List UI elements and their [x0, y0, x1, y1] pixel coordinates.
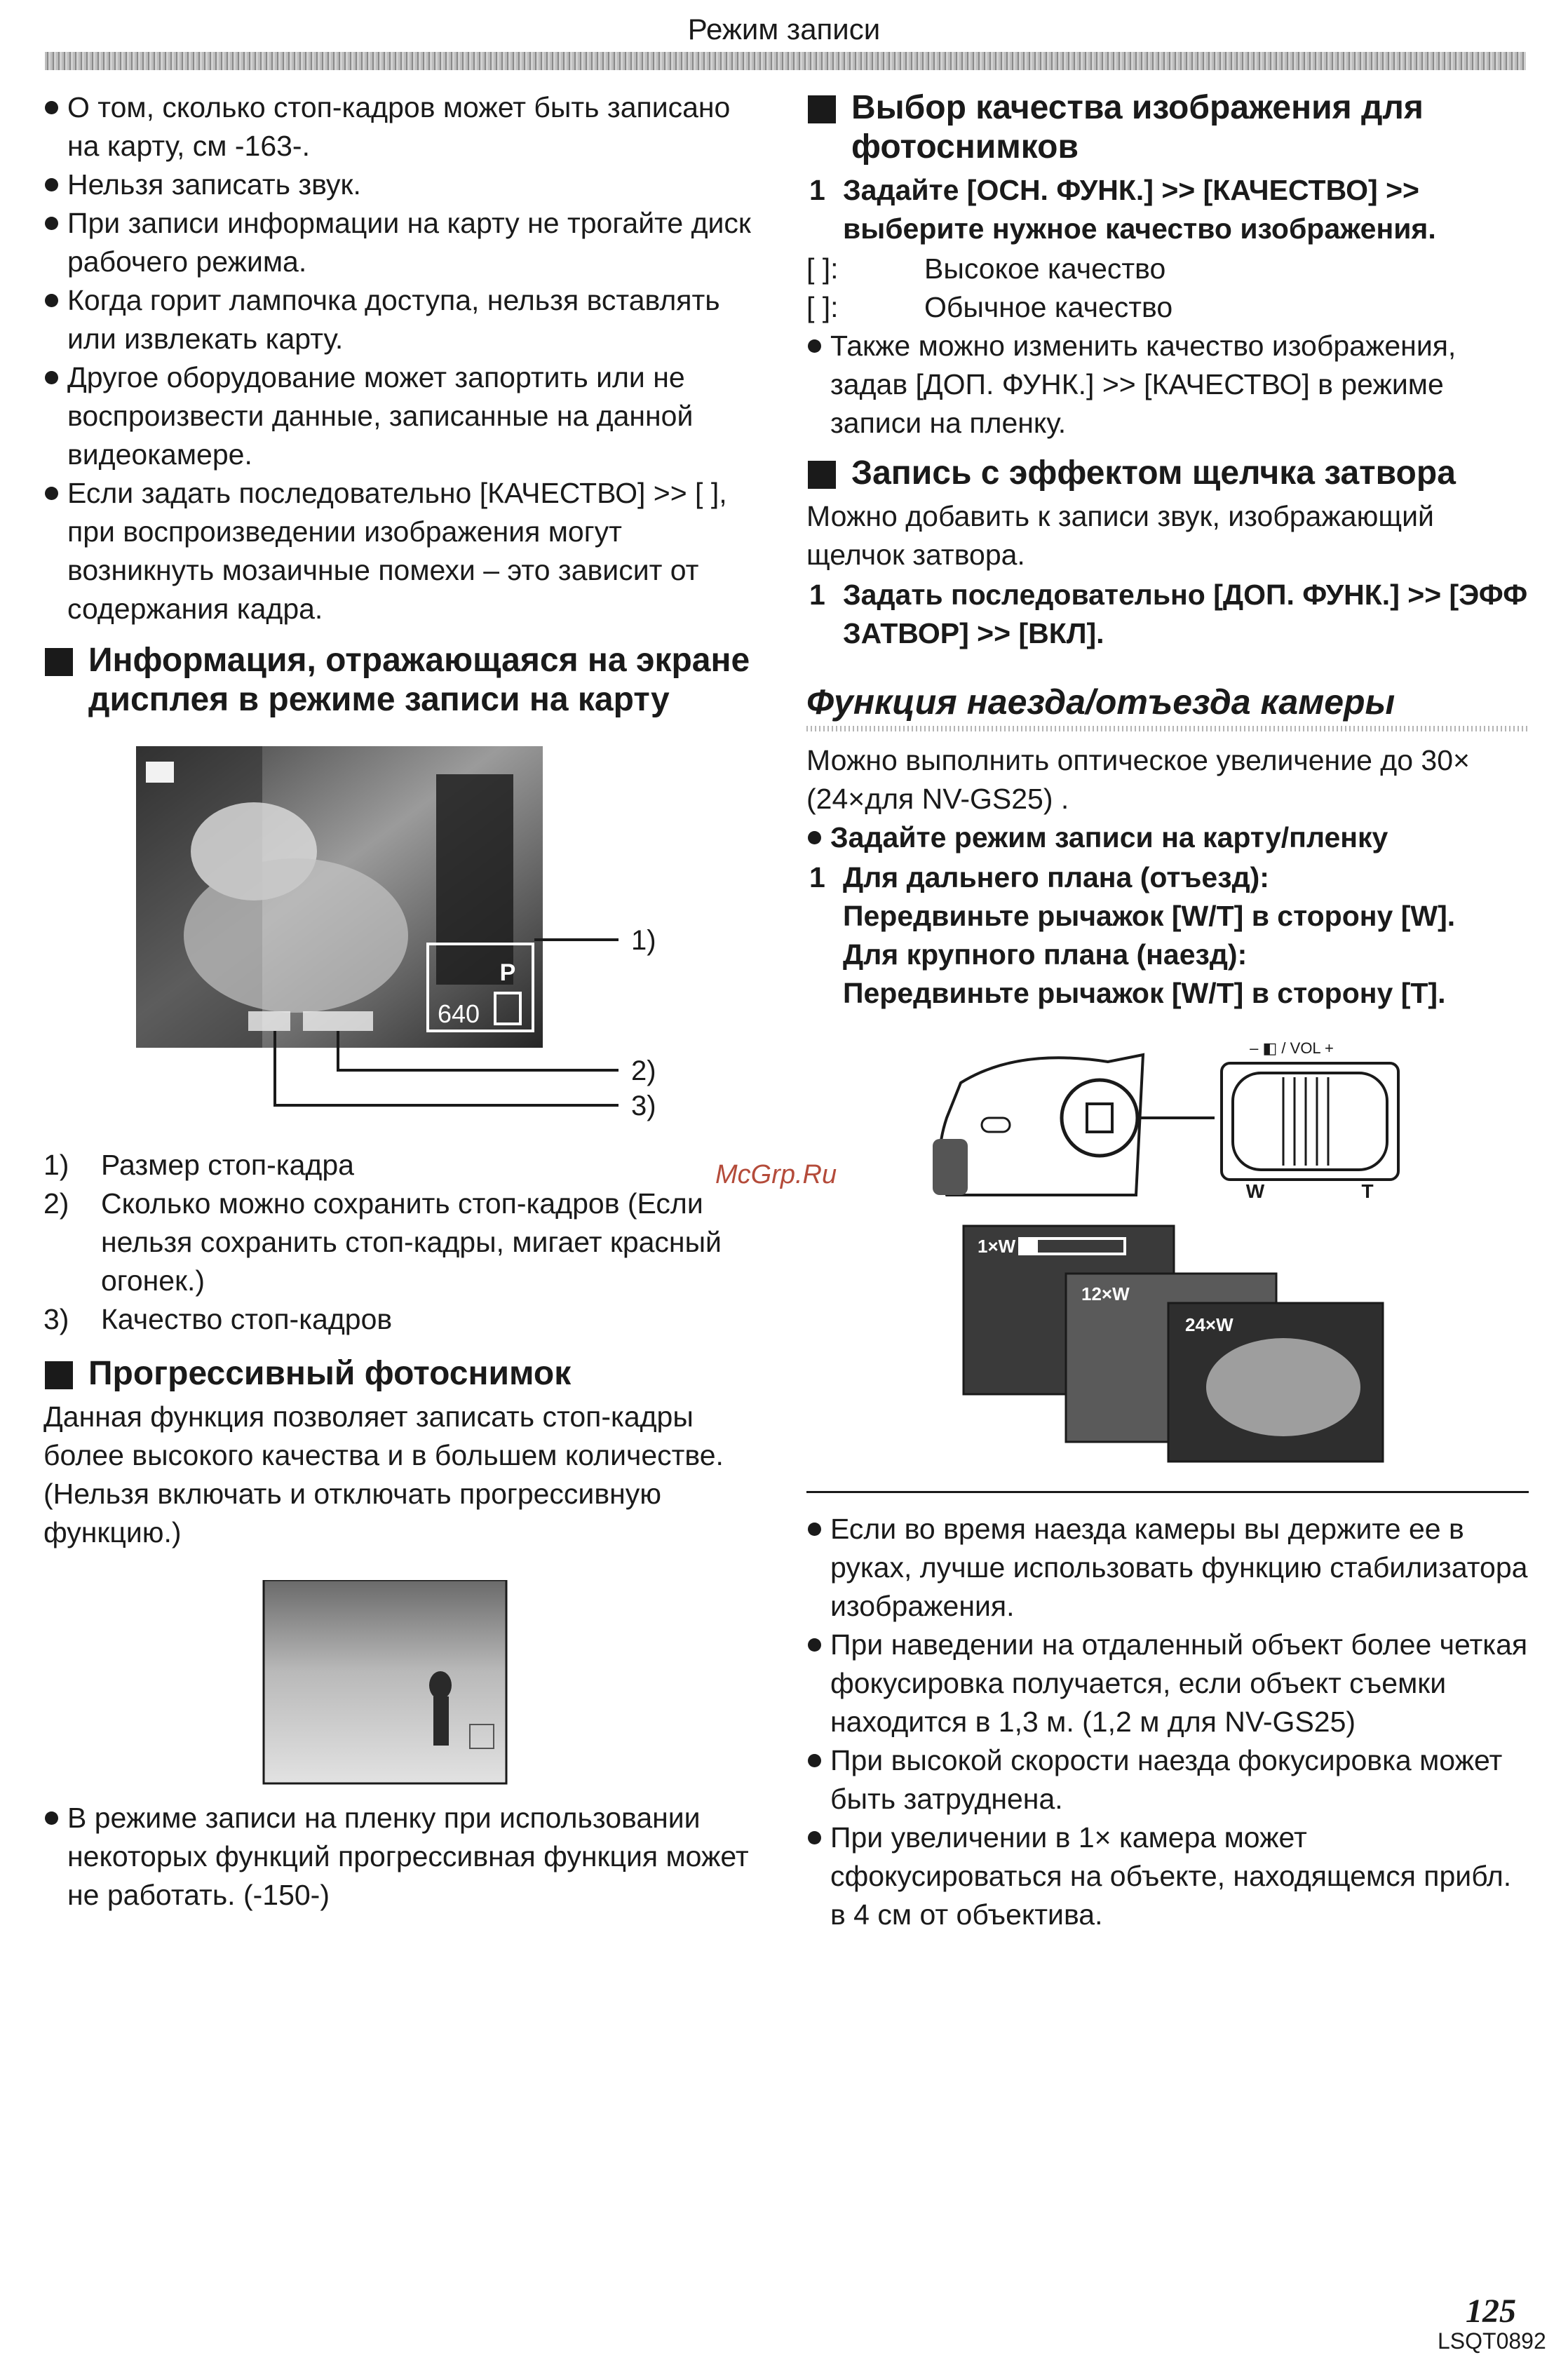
watermark: McGrp.Ru [715, 1160, 837, 1189]
section-heading-quality: Выбор качества изображения для фотоснимков [806, 88, 1529, 167]
title-rule [806, 726, 1529, 731]
lever-w: W [1245, 1180, 1265, 1202]
section-heading-display-info: Информация, отражающаяся на экране дисплея в режиме записи на карту [43, 641, 759, 720]
child-figure [429, 1671, 452, 1699]
list-item: Когда горит лампочка доступа, нельзя вставлять или извлекать карту. [43, 281, 759, 358]
progressive-photo [43, 1580, 717, 1790]
quality-option-high: [ ]: Высокое качество [806, 252, 1166, 285]
svg-text:24×W: 24×W [1185, 1314, 1234, 1335]
lever-t: T [1361, 1180, 1374, 1202]
divider [806, 1491, 1529, 1493]
lever-box [1222, 1063, 1398, 1180]
svg-text:12×W: 12×W [1081, 1283, 1130, 1304]
section-heading-shutter: Запись с эффектом щелчка затвора [806, 454, 1529, 493]
progressive-text: Данная функция позволяет записать стоп-кадры более высокого качества и в большем количестве. (Нельзя включать и отключать прогрессивную функцию.) [43, 1401, 724, 1548]
list-item: В режиме записи на пленку при использовании некоторых функций прогрессивная функция может не работать. (-150-) [43, 1799, 759, 1915]
square-marker-icon [45, 1361, 73, 1389]
quality-option-normal: [ ]: Обычное качество [806, 291, 1173, 323]
osd-remaining [303, 1011, 373, 1031]
progressive-bullets [43, 1799, 759, 1915]
shutter-text: Можно добавить к записи звук, изображающий щелчок затвора. [806, 500, 1434, 571]
list-item: При высокой скорости наезда фокусировка может быть затруднена. [806, 1741, 1529, 1818]
osd-quality [248, 1011, 290, 1031]
list-item: 1) Размер стоп-кадра [43, 1149, 354, 1181]
svg-text:1×W: 1×W [978, 1236, 1016, 1257]
square-marker-icon [808, 461, 836, 489]
callout-2: 2) [631, 1055, 656, 1086]
right-column [806, 88, 1529, 1934]
left-column [43, 88, 759, 1915]
zoom-text: Можно выполнить оптическое увеличение до 30× (24×для NV-GS25) . [806, 744, 1470, 815]
zoom-step: 1 Для дальнего плана (отъезд): Передвиньте рычажок [W/T] в сторону [W]. Для крупного плана (наезд): Передвиньте рычажок [W/T] в сторону [T]. [809, 861, 1456, 1009]
callout-1: 1) [631, 925, 656, 956]
callout-3: 3) [631, 1091, 656, 1121]
section-heading-progressive: Прогрессивный фотоснимок [43, 1354, 759, 1393]
list-item: Задайте режим записи на карту/пленку [806, 818, 1529, 857]
list-item: Другое оборудование может запортить или не воспроизвести данные, записанные на данной видеокамере. [43, 358, 759, 474]
square-marker-icon [808, 95, 836, 123]
mode-icon [146, 762, 174, 783]
list-item: 2) Сколько можно сохранить стоп-кадров (Если нельзя сохранить стоп-кадры, мигает красный огонек.) [43, 1187, 722, 1297]
vol-label: – ◧ / VOL + [1250, 1039, 1334, 1057]
callout-list [43, 1146, 759, 1339]
display-screen-figure [43, 746, 717, 1139]
quality-bullets [806, 327, 1529, 443]
lever-highlight-circle [1062, 1080, 1137, 1156]
list-item: Если задать последовательно [КАЧЕСТВО] >> [ ], при воспроизведении изображения могут возникнуть мозаичные помехи – это зависит от содержания кадра. [43, 474, 759, 628]
list-item: При увеличении в 1× камера может сфокусироваться на объекте, находящемся прибл. в 4 см от объектива. [806, 1818, 1529, 1934]
document-code: LSQT0892 [1438, 2328, 1546, 2354]
zoom-title: Функция наезда/отъезда камеры [806, 682, 1395, 722]
list-item: Нельзя записать звук. [43, 166, 759, 204]
header-band [45, 52, 1526, 70]
quality-step: 1 Задайте [ОСН. ФУНК.] >> [КАЧЕСТВО] >> выберите нужное качество изображения. [809, 174, 1436, 245]
zoom-bullets [806, 818, 1529, 857]
osd-size: 640 [437, 999, 480, 1028]
intro-bullets [43, 88, 759, 628]
list-item: 3) Качество стоп-кадров [43, 1303, 393, 1335]
square-marker-icon [45, 648, 73, 676]
page-header: Режим записи [687, 13, 881, 46]
list-item: Если во время наезда камеры вы держите ее в руках, лучше использовать функцию стабилизатора изображения. [806, 1510, 1529, 1626]
list-item: О том, сколько стоп-кадров может быть записано на карту, см -163-. [43, 88, 759, 166]
shutter-step: 1 Задать последовательно [ДОП. ФУНК.] >> [ЭФФ ЗАТВОР] >> [ВКЛ]. [809, 579, 1528, 649]
list-item: Также можно изменить качество изображения, задав [ДОП. ФУНК.] >> [КАЧЕСТВО] в режиме записи на пленку. [806, 327, 1529, 443]
zoom-notes [806, 1510, 1529, 1934]
osd-p: P [499, 959, 516, 986]
list-item: При записи информации на карту не трогайте диск рабочего режима. [43, 204, 759, 281]
list-item: При наведении на отдаленный объект более четкая фокусировка получается, если объект съемки находится в 1,3 м. (1,2 м для NV-GS25) [806, 1626, 1529, 1741]
page-number: 125 [1466, 2293, 1516, 2330]
zoom-lever-figure [806, 1034, 1529, 1202]
zoom-frames-figure [806, 1219, 1529, 1471]
